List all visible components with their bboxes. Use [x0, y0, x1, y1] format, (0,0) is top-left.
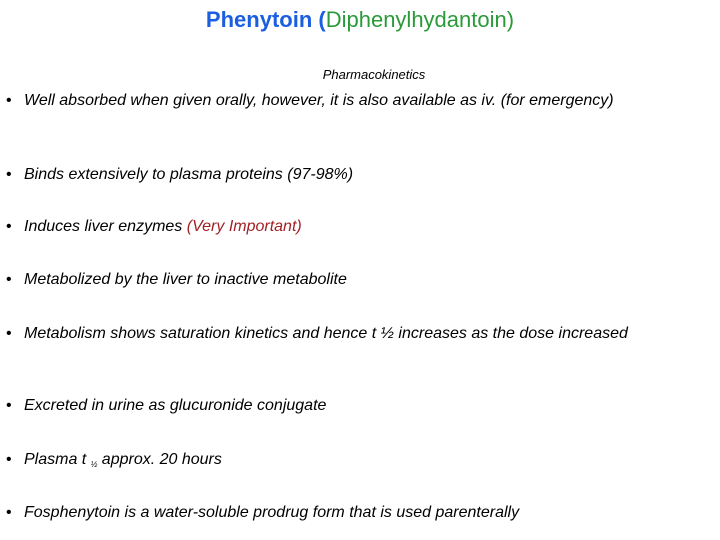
bullet-text-before: Plasma t: [24, 451, 91, 468]
bullet-marker: •: [6, 504, 12, 521]
bullet-item: [6, 218, 706, 236]
slide-title: [0, 6, 720, 34]
bullet-marker: •: [6, 325, 12, 342]
bullet-text: Metabolized by the liver to inactive metabolite: [24, 271, 347, 288]
bullet-item: [6, 504, 706, 522]
bullet-text: Well absorbed when given orally, however, it is also available as iv. (for emergency): [24, 92, 614, 109]
section-subtitle: Pharmacokinetics: [322, 67, 426, 82]
bullet-item: [6, 166, 706, 184]
bullet-text: Excreted in urine as glucuronide conjugate: [24, 397, 327, 414]
bullet-item: [6, 92, 706, 110]
title-open-paren: (: [318, 7, 326, 32]
bullet-marker: •: [6, 92, 12, 109]
bullet-text-main: Induces liver enzymes: [24, 218, 187, 235]
bullet-marker: •: [6, 166, 12, 183]
bullet-marker: •: [6, 218, 12, 235]
bullet-text: [24, 218, 706, 236]
bullet-text: Binds extensively to plasma proteins (97-98%): [24, 166, 354, 183]
bullet-item: [6, 451, 706, 474]
half-life-subscript: ½: [90, 460, 98, 469]
bullet-item: [6, 271, 706, 289]
bullet-marker: •: [6, 271, 12, 288]
bullet-item: [6, 397, 706, 415]
bullet-text: Metabolism shows saturation kinetics and hence t ½ increases as the dose increased: [24, 325, 628, 342]
bullet-highlight: (Very Important): [186, 218, 302, 235]
title-drug-name: Phenytoin: [205, 7, 313, 32]
bullet-marker: •: [6, 451, 12, 468]
title-alt-name: Diphenylhydantoin: [325, 7, 507, 32]
bullet-text: [24, 451, 706, 474]
bullet-text: Fosphenytoin is a water-soluble prodrug form that is used parenterally: [24, 504, 520, 521]
bullet-item: [6, 325, 706, 343]
bullet-text-after: approx. 20 hours: [97, 451, 222, 468]
title-close-paren: ): [506, 7, 515, 32]
bullet-marker: •: [6, 397, 12, 414]
